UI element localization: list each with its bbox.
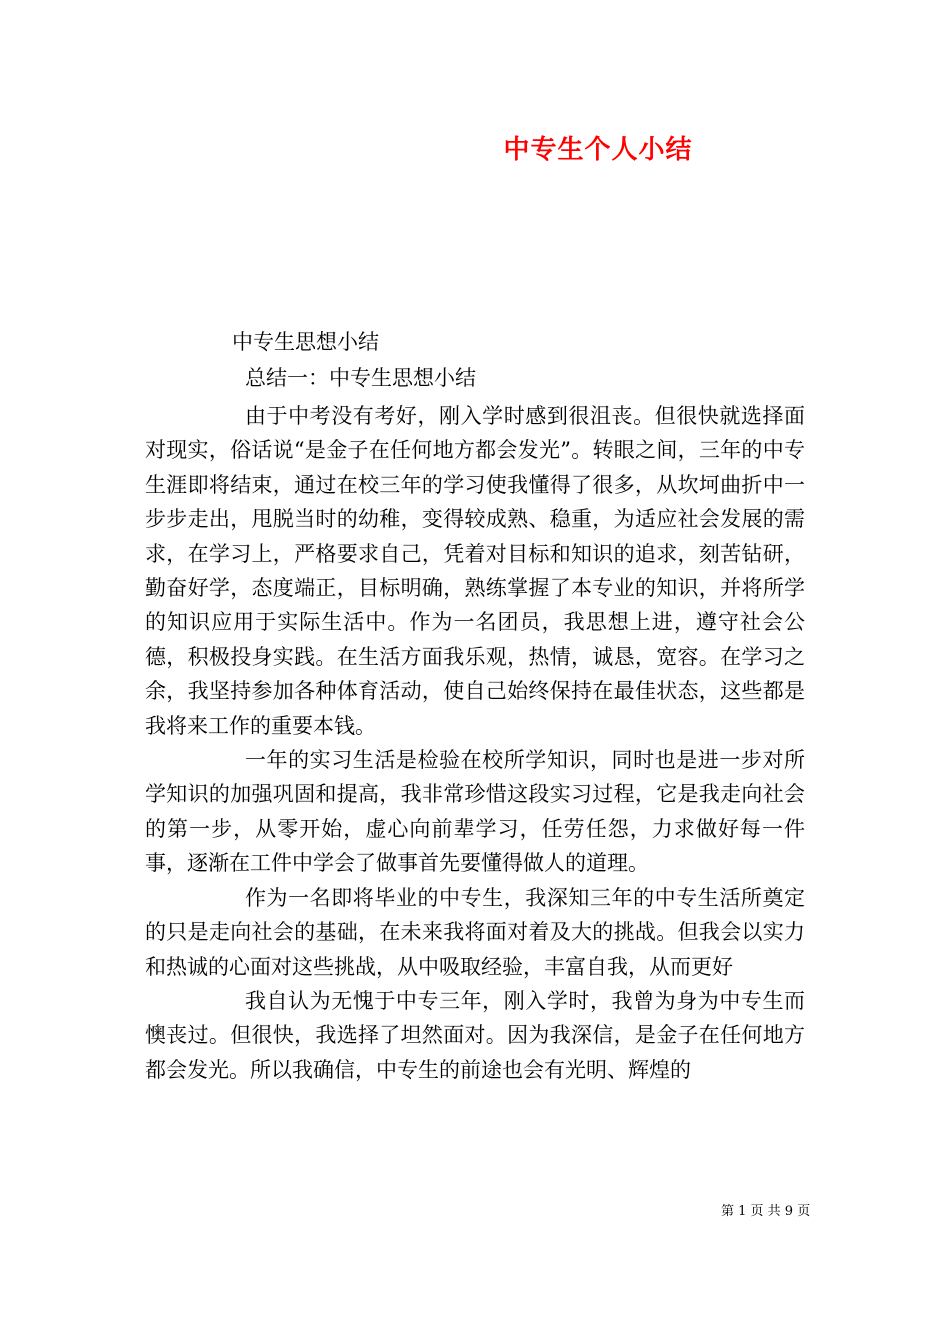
paragraph-1: 由于中考没有考好，刚入学时感到很沮丧。但很快就选择面对现实，俗话说“是金子在任何地方都会发光”。转眼之间，三年的中专生涯即将结束，通过在校三年的学习使我懂得了很多，从坎坷曲折中一步步走出，甩脱当时的幼稚，变得较成熟、稳重，为适应社会发展的需求，在学习上，严格要求自己，凭着对目标和知识的追求，刻苦钻研，勤奋好学，态度端正，目标明确，熟练掌握了本专业的知识，并将所学的知识应用于实际生活中。作为一名团员，我思想上进，遵守社会公德，积极投身实践。在生活方面我乐观，热情，诚恳，宽容。在学习之余，我坚持参加各种体育活动，使自己始终保持在最佳状态，这些都是我将来工作的重要本钱。 xyxy=(145,404,805,738)
document-subtitle: 中专生思想小结 xyxy=(232,330,379,354)
paragraph-2: 一年的实习生活是检验在校所学知识，同时也是进一步对所学知识的加强巩固和提高，我非常珍惜这段实习过程，它是我走向社会的第一步，从零开始，虚心向前辈学习，任劳任怨，力求做好每一件事，逐渐在工件中学会了做事首先要懂得做人的道理。 xyxy=(145,748,805,876)
page-title: 中专生个人小结 xyxy=(503,135,693,165)
page-number-footer: 第 1 页 共 9 页 xyxy=(721,1204,811,1219)
paragraph-3: 作为一名即将毕业的中专生，我深知三年的中专生活所奠定的只是走向社会的基础，在未来我将面对着及大的挑战。但我会以实力和热诚的心面对这些挑战，从中吸取经验，丰富自我，从而更好 xyxy=(145,885,805,979)
paragraph-4: 我自认为无愧于中专三年，刚入学时，我曾为身为中专生而懊丧过。但很快，我选择了坦然面对。因为我深信，是金子在任何地方都会发光。所以我确信，中专生的前途也会有光明、辉煌的 xyxy=(145,988,805,1082)
document-body xyxy=(145,399,805,1087)
section-heading: 总结一：中专生思想小结 xyxy=(245,366,476,390)
